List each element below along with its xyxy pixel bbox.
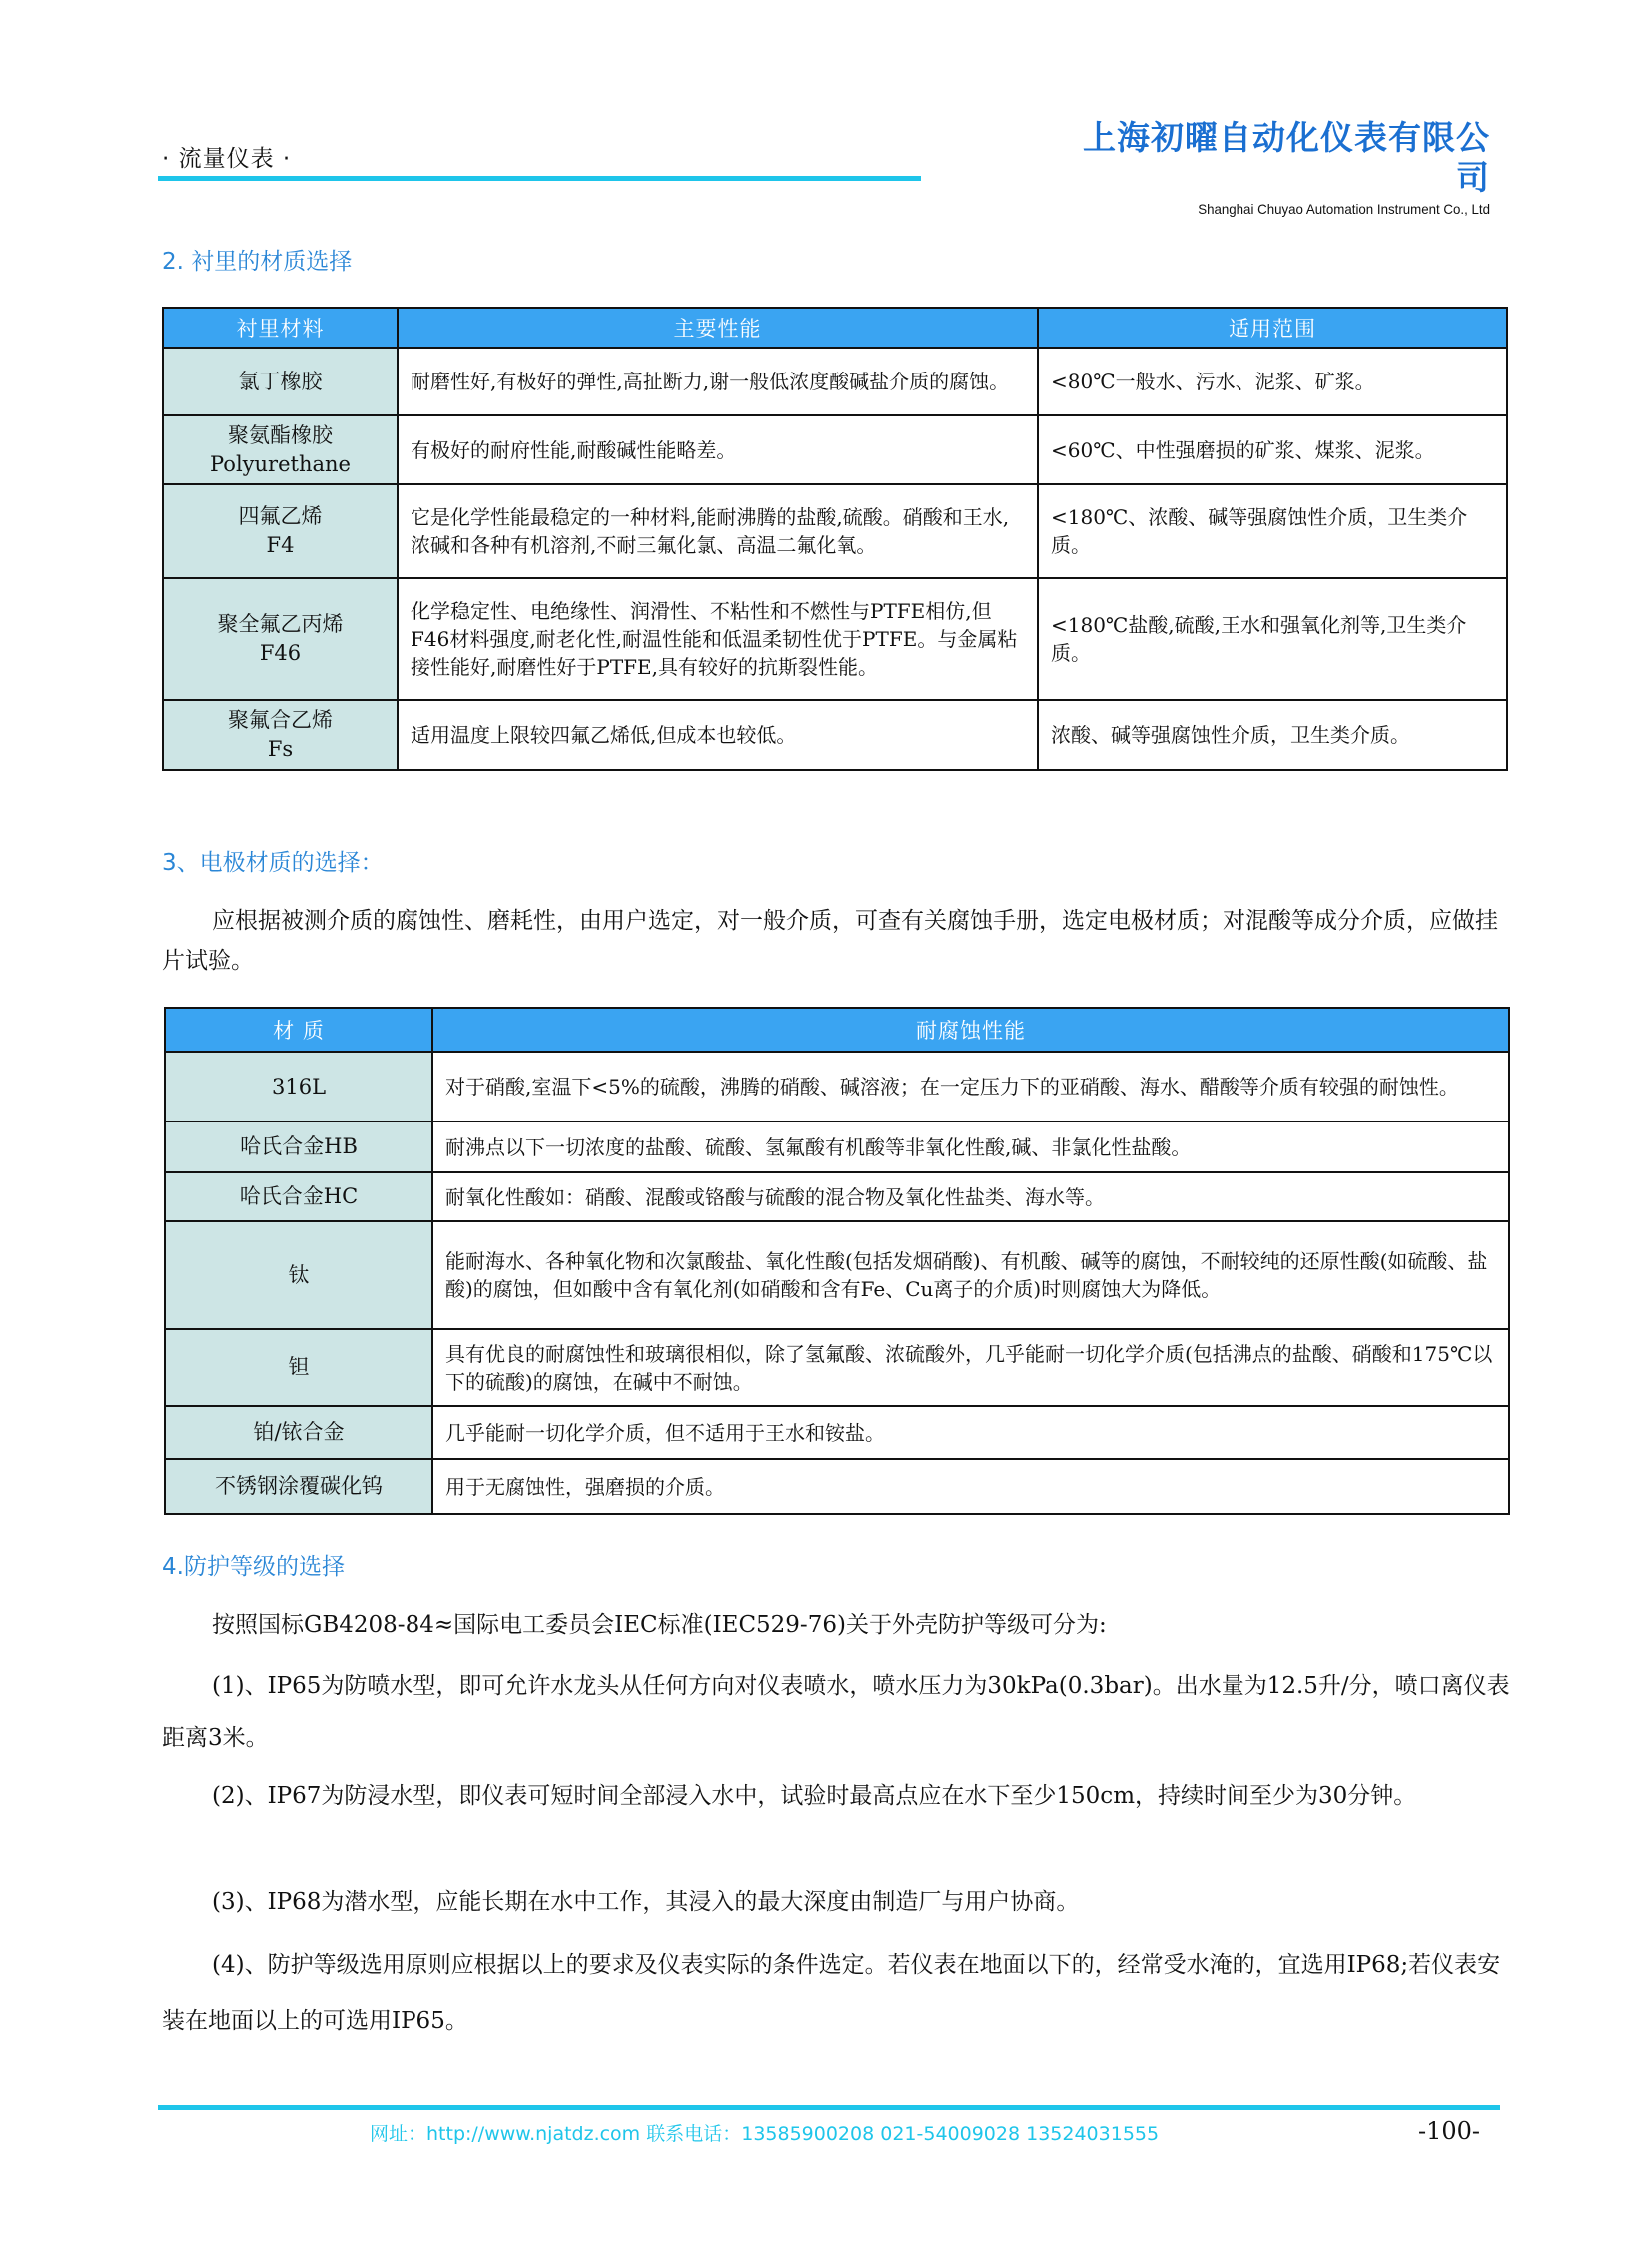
resistance-cell: 耐氧化性酸如：硝酸、混酸或铬酸与硫酸的混合物及氧化性盐类、海水等。 bbox=[432, 1172, 1509, 1221]
performance-cell: 有极好的耐府性能,耐酸碱性能略差。 bbox=[398, 415, 1038, 484]
section-2-title: 2. 衬里的材质选择 bbox=[162, 249, 353, 275]
table-row bbox=[163, 415, 1507, 484]
column-header: 耐腐蚀性能 bbox=[432, 1008, 1509, 1052]
section-4-paragraph: (4)、防护等级选用原则应根据以上的要求及仪表实际的条件选定。若仪表在地面以下的，经常受水淹的，宜选用IP68;若仪表安装在地面以上的可选用IP65。 bbox=[162, 1952, 1501, 2034]
table-row bbox=[163, 348, 1507, 415]
material-name-en: F4 bbox=[266, 533, 295, 557]
table-row bbox=[165, 1052, 1509, 1121]
resistance-cell: 用于无腐蚀性，强磨损的介质。 bbox=[432, 1459, 1509, 1514]
material-cell: 铂/铱合金 bbox=[165, 1406, 432, 1459]
footer-divider bbox=[158, 2105, 1500, 2110]
material-name: 聚氟合乙烯 bbox=[228, 708, 333, 732]
resistance-cell: 具有优良的耐腐蚀性和玻璃很相似，除了氢氟酸、浓硫酸外，几乎能耐一切化学介质(包括沸点的盐酸、硝酸和175℃以下的硫酸)的腐蚀，在碱中不耐蚀。 bbox=[432, 1329, 1509, 1406]
material-cell: 钽 bbox=[165, 1329, 432, 1406]
company-name-en: Shanghai Chuyao Automation Instrument Co., Ltd bbox=[1198, 201, 1490, 217]
table-header-row bbox=[163, 308, 1507, 348]
footer-contact: 网址：http://www.njatdz.com 联系电话：13585900208 021-54009028 13524031555 bbox=[370, 2123, 1160, 2145]
column-header: 材 质 bbox=[165, 1008, 432, 1052]
section-4-title: 4.防护等级的选择 bbox=[162, 1554, 345, 1580]
material-cell bbox=[163, 700, 398, 770]
material-name: 聚全氟乙丙烯 bbox=[217, 612, 344, 636]
material-cell bbox=[163, 415, 398, 484]
section-4-paragraph: 按照国标GB4208-84≈国际电工委员会IEC标准(IEC529-76)关于外壳防护等级可分为: bbox=[212, 1612, 1107, 1638]
page-number: -100- bbox=[1418, 2117, 1481, 2145]
material-name: 聚氨酯橡胶 bbox=[228, 422, 333, 447]
resistance-cell: 几乎能耐一切化学介质，但不适用于王水和铵盐。 bbox=[432, 1406, 1509, 1459]
material-cell: 哈氏合金HC bbox=[165, 1172, 432, 1221]
table-row bbox=[165, 1459, 1509, 1514]
table-row bbox=[165, 1329, 1509, 1406]
header-divider bbox=[158, 176, 921, 181]
table-row bbox=[163, 578, 1507, 700]
table-row bbox=[165, 1221, 1509, 1329]
table-row bbox=[165, 1121, 1509, 1172]
material-cell bbox=[163, 348, 398, 415]
performance-cell: 它是化学性能最稳定的一种材料,能耐沸腾的盐酸,硫酸。硝酸和王水,浓碱和各种有机溶剂,不耐三氟化氯、高温二氟化氧。 bbox=[398, 484, 1038, 578]
material-cell bbox=[163, 484, 398, 578]
resistance-cell: 耐沸点以下一切浓度的盐酸、硫酸、氢氟酸有机酸等非氧化性酸,碱、非氯化性盐酸。 bbox=[432, 1121, 1509, 1172]
performance-cell: 适用温度上限较四氟乙烯低,但成本也较低。 bbox=[398, 700, 1038, 770]
column-header: 主要性能 bbox=[398, 308, 1038, 348]
header-section-label: · 流量仪表 · bbox=[162, 146, 292, 172]
resistance-cell: 对于硝酸,室温下<5%的硫酸，沸腾的硝酸、碱溶液；在一定压力下的亚硝酸、海水、醋酸等介质有较强的耐蚀性。 bbox=[432, 1052, 1509, 1121]
material-cell: 316L bbox=[165, 1052, 432, 1121]
section-3-title: 3、电极材质的选择： bbox=[162, 850, 384, 876]
material-name-en: Fs bbox=[267, 737, 294, 761]
column-header: 适用范围 bbox=[1038, 308, 1507, 348]
range-cell: <180℃、浓酸、碱等强腐蚀性介质，卫生类介质。 bbox=[1038, 484, 1507, 578]
section-4-paragraph: (2)、IP67为防浸水型，即仪表可短时间全部浸入水中，试验时最高点应在水下至少150cm，持续时间至少为30分钟。 bbox=[212, 1783, 1417, 1809]
material-cell: 钛 bbox=[165, 1221, 432, 1329]
column-header: 衬里材料 bbox=[163, 308, 398, 348]
lining-material-table bbox=[162, 307, 1508, 771]
table-row bbox=[163, 700, 1507, 770]
table-row bbox=[165, 1172, 1509, 1221]
resistance-cell: 能耐海水、各种氧化物和次氯酸盐、氧化性酸(包括发烟硝酸)、有机酸、碱等的腐蚀，不耐较纯的还原性酸(如硫酸、盐酸)的腐蚀，但如酸中含有氧化剂(如硝酸和含有Fe、Cu离子的介质)时则腐蚀大为降低。 bbox=[432, 1221, 1509, 1329]
range-cell: <180℃盐酸,硫酸,王水和强氧化剂等,卫生类介质。 bbox=[1038, 578, 1507, 700]
material-name: 氯丁橡胶 bbox=[238, 369, 323, 393]
material-cell: 不锈钢涂覆碳化钨 bbox=[165, 1459, 432, 1514]
range-cell: <60℃、中性强磨损的矿浆、煤浆、泥浆。 bbox=[1038, 415, 1507, 484]
range-cell: <80℃一般水、污水、泥浆、矿浆。 bbox=[1038, 348, 1507, 415]
electrode-material-table bbox=[164, 1007, 1510, 1515]
section-3-intro: 应根据被测介质的腐蚀性、磨耗性，由用户选定，对一般介质，可查有关腐蚀手册，选定电极材质；对混酸等成分介质，应做挂片试验。 bbox=[162, 908, 1498, 974]
material-name: 四氟乙烯 bbox=[238, 504, 323, 528]
performance-cell: 耐磨性好,有极好的弹性,高扯断力,谢一般低浓度酸碱盐介质的腐蚀。 bbox=[398, 348, 1038, 415]
company-name-cn: 上海初曜自动化仪表有限公司 bbox=[1083, 118, 1490, 197]
company-logo bbox=[1071, 118, 1490, 218]
performance-cell: 化学稳定性、电绝缘性、润滑性、不粘性和不燃性与PTFE相仿,但F46材料强度,耐老化性,耐温性能和低温柔韧性优于PTFE。与金属粘接性能好,耐磨性好于PTFE,具有较好的抗斯裂性能。 bbox=[398, 578, 1038, 700]
table-header-row bbox=[165, 1008, 1509, 1052]
table-row bbox=[163, 484, 1507, 578]
material-name-en: F46 bbox=[259, 641, 302, 665]
range-cell: 浓酸、碱等强腐蚀性介质，卫生类介质。 bbox=[1038, 700, 1507, 770]
material-cell: 哈氏合金HB bbox=[165, 1121, 432, 1172]
section-4-paragraph: (1)、IP65为防喷水型，即可允许水龙头从任何方向对仪表喷水，喷水压力为30kPa(0.3bar)。出水量为12.5升/分，喷口离仪表距离3米。 bbox=[162, 1673, 1510, 1751]
material-name-en: Polyurethane bbox=[210, 451, 351, 476]
table-row bbox=[165, 1406, 1509, 1459]
section-4-paragraph: (3)、IP68为潜水型，应能长期在水中工作，其浸入的最大深度由制造厂与用户协商。 bbox=[212, 1889, 1080, 1915]
material-cell bbox=[163, 578, 398, 700]
